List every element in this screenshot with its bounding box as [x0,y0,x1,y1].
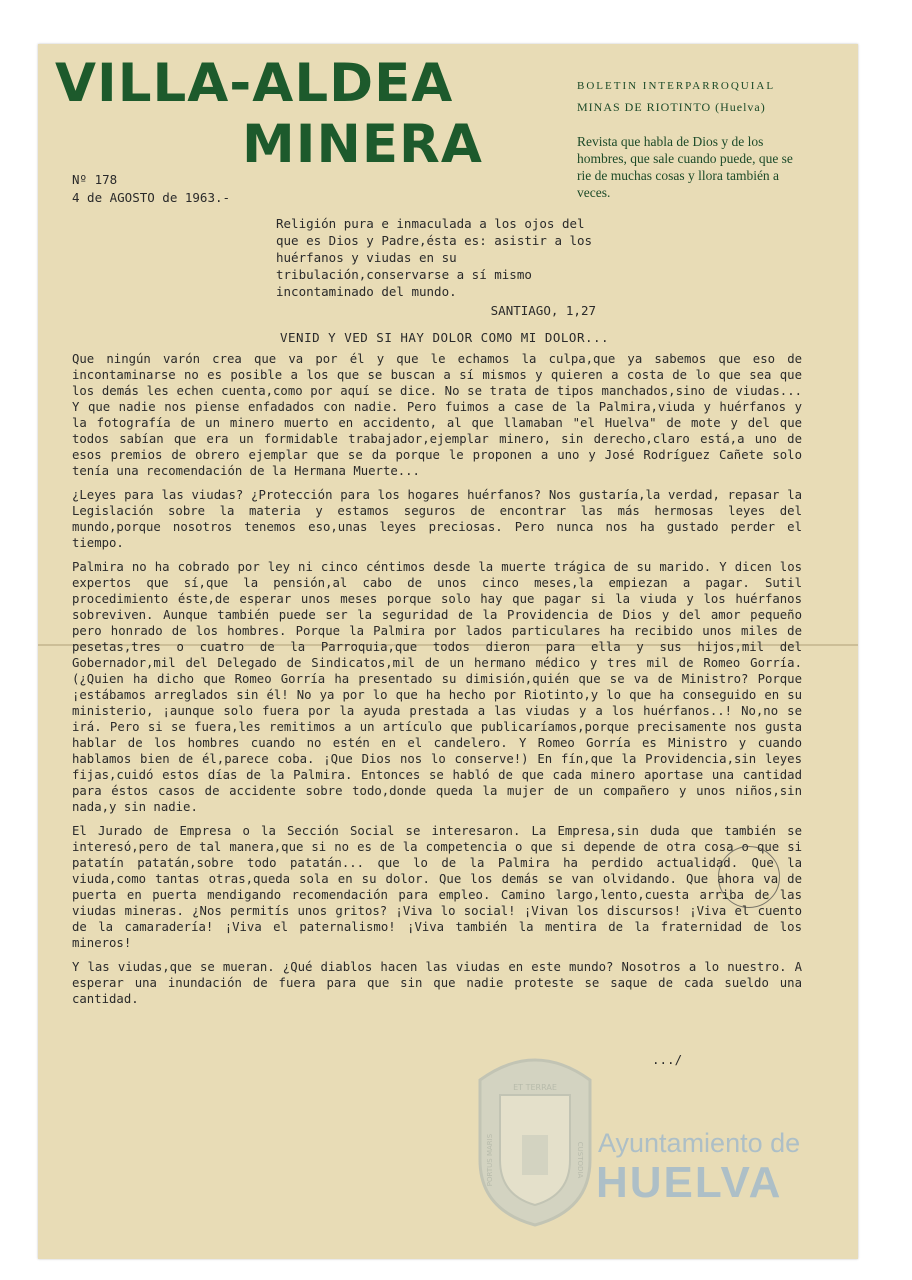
epigraph-text: Religión pura e inmaculada a los ojos del que es Dios y Padre,ésta es: asistir a los huérfanos y viudas en su tribulación,conservarse a sí mismo incontaminado del mundo. [276,216,593,299]
issue-number: Nº 178 [72,172,118,187]
masthead-title-line1: VILLA-ALDEA [55,53,454,114]
epigraph [276,215,596,319]
watermark-line2: HUELVA [596,1158,783,1207]
issue-info [72,171,230,207]
shield-top-label: ET TERRAE [513,1083,557,1092]
article-body [72,351,802,1015]
paragraph: Que ningún varón crea que va por él y que le echamos la culpa,que ya sabemos que eso de incontaminarse no es posible a los que se buscan a sí mismos y quieren a costa de lo que sea que los demás les echen cuenta,como por aquí se dice. No se trata de tipos manchados,sino de viudas... Y que nadie nos piense enfadados con nadie. Pero fuimos a case de la Palmira,viuda y huérfanos y la fotografía de un minero muerto en accidento, al que llamaban "el Huelva" de mote y del que todos sabían que era un formidable trabajador,ejemplar minero, sin derecho,claro está,a uno de esos premios de obrero ejemplar que se da porque le proponen a uno y José Rodríguez Cañete solo tenía una recomendación de la Hermana Muerte... [72,352,802,478]
masthead-title-line2: MINERA [242,114,483,175]
header-right [577,80,807,201]
paragraph: El Jurado de Empresa o la Sección Social se interesaron. La Empresa,sin duda que también se interesó,pero de tal manera,que si no es de la competencia o que si depende de otra cosa o que si patatín patatán,sobre todo patatán... que lo de la Palmira ha perdido actualidad. Que la viuda,como tantas otras,queda sola en su dolor. Que los demás se van olvidando. Que ahora va de puerta en puerta mendigando recomendación para empleo. Camino largo,lento,cuesta arriba de las viudas mineras. ¿Nos permitís unos gritos? ¡Viva lo social! ¡Vivan los discursos! ¡Viva el cuento de la camaradería! ¡Viva el paternalismo! ¡Viva también la mentira de la fraternidad de los mineros! [72,824,802,950]
ink-stamp [718,846,780,908]
paragraph: Palmira no ha cobrado por ley ni cinco céntimos desde la muerte trágica de su marido. Y dicen los expertos que sí,que la pensión,al cabo de unos cinco meses,la empiezan a pagar. Sutil procedimiento éste,de esperar unos meses porque solo hay que pagar si la viuda y los huérfanos sobreviven. Aunque también puede ser la seguridad de la Providencia de Dios y del amor pequeño pero honrado de los hombres. Porque la Palmira por lados particulares ha recibido unos miles de pesetas,tres o cuatro de la Parroquia,que todos dieron para ella y sus hijos,mil del Gobernador,mil del Delegado de Sindicatos,mil de un hermano médico y tres mil de Romeo Gorría. (¿Quien ha dicho que Romeo Gorría ha presentado su dimisión,quién que se va de Ministro? Porque ¡estábamos arreglados sin él! No ya por lo que ha hecho por Riotinto,y lo que ha conseguido en su ministerio, ¡aunque solo fuera por la ayuda prestada a las viudas y a los huérfanos..! No,no se irá. Pero si se fuera,les remitimos a un artículo que publicaríamos,porque precisamente nos gusta hablar de los hombres cuando no estén en el candelero. Y Romeo Gorría es Ministro y cuando hablamos bien de él,parece coba. ¡Que Dios nos lo conserve!) En fín,que la Providencia,sin leyes fijas,cuidó estos días de la Palmira. Entonces se habló de que cada minero aportase una cantidad para éstos casos de accidente sobre todo,donde queda la mujer de un compañero y unos niños,sin nada,y sin nadie. [72,560,802,814]
section-title: VENID Y VED SI HAY DOLOR COMO MI DOLOR... [280,330,610,345]
paragraph: ¿Leyes para las viudas? ¿Protección para los hogares huérfanos? Nos gustaría,la verdad, repasar la Legislación sobre la materia y estamos seguros de encontrar las más hermosas leyes del mundo,porque nosotros tenemos eso,unas leyes preciosas. Pero nunca nos ha gustado perder el tiempo. [72,488,802,550]
continued-mark: .../ [652,1052,683,1067]
paragraph: Y las viudas,que se mueran. ¿Qué diablos hacen las viudas en este mundo? Nosotros a lo nuestro. A esperar una inundación de fuera para que sin que nadie proteste se saque de cada sueldo una cantidad. [72,960,802,1006]
bulletin-description: Revista que habla de Dios y de los hombres, que sale cuando puede, que se rie de muchas cosas y llora también a veces. [577,134,793,200]
shield-left-label: PORTUS MARIS [486,1133,494,1187]
coat-of-arms-watermark [460,1040,610,1230]
issue-date: 4 de AGOSTO de 1963.- [72,190,231,205]
epigraph-source: SANTIAGO, 1,27 [490,303,596,318]
bulletin-location: MINAS DE RIOTINTO (Huelva) [577,100,766,114]
bulletin-name: BOLETIN INTERPARROQUIAL [577,80,776,92]
shield-right-label: CUSTODIA [576,1141,584,1179]
watermark-line1: Ayuntamiento de [598,1128,801,1158]
